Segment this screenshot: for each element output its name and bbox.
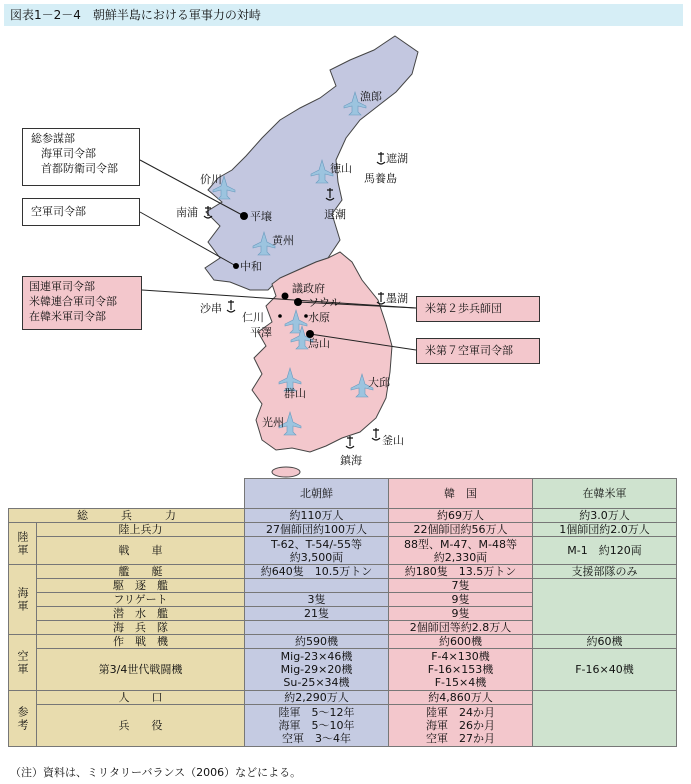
military-balance-table [8,478,677,747]
cell-us: 支援部隊のみ [533,565,677,579]
place-label: 釜山 [382,434,404,447]
row-label: 海 兵 隊 [37,621,245,635]
row-label: 駆 逐 艦 [37,579,245,593]
total-label: 総 兵 力 [9,509,245,523]
cell-nk: 陸軍 5～12年 海軍 5～10年 空軍 3～4年 [245,705,389,747]
total-sk: 約69万人 [389,509,533,523]
place-label: 鎮海 [340,454,362,467]
us-7th-air-text: 米第７空軍司令部 [425,344,513,357]
group-army: 陸軍 [9,523,37,565]
cell-sk: 9隻 [389,593,533,607]
place-label: 退潮 [324,208,346,221]
cell-sk: 9隻 [389,607,533,621]
air-hq-box [22,198,140,226]
group-navy: 海軍 [9,565,37,635]
place-label: 群山 [284,387,306,400]
cell-us: 約60機 [533,635,677,649]
cell-nk [245,579,389,593]
cell-nk: T-62、T-54/-55等 約3,500両 [245,537,389,565]
cell-us-empty [533,691,677,747]
place-label: 仁川 [242,311,264,324]
place-label: 沙串 [200,302,222,315]
place-label: 中和 [240,260,262,273]
row-label: 兵 役 [37,705,245,747]
cell-nk: 27個師団約100万人 [245,523,389,537]
cell-sk: 約600機 [389,635,533,649]
place-label: 馬養島 [364,172,397,185]
total-nk: 約110万人 [245,509,389,523]
row-label: 作 戦 機 [37,635,245,649]
un-box-line: 在韓米軍司令部 [29,310,106,323]
cell-nk: 3隻 [245,593,389,607]
row-label: 艦 艇 [37,565,245,579]
place-label: 南浦 [176,206,198,219]
place-label: 遮湖 [386,152,408,165]
cell-nk: Mig-23×46機 Mig-29×20機 Su-25×34機 [245,649,389,691]
place-label: 大邱 [368,376,390,389]
row-label: 人 口 [37,691,245,705]
hq-box [22,128,140,186]
cell-sk: 7隻 [389,579,533,593]
incheon-dot [278,314,282,318]
row-label: 潜 水 艦 [37,607,245,621]
us-2nd-infantry-text: 米第２歩兵師団 [425,302,502,315]
row-label: フリゲート [37,593,245,607]
chunghwa-dot [233,263,239,269]
header-usfk: 在韓米軍 [533,479,677,509]
place-label: 議政府 [292,282,325,295]
cell-us: M-1 約120両 [533,537,677,565]
air-hq-box-text: 空軍司令部 [31,205,86,218]
group-air: 空軍 [9,635,37,691]
un-command-box [22,276,142,330]
pyongyang-dot [240,212,248,220]
cell-sk: 88型、M-47、M-48等 約2,330両 [389,537,533,565]
place-label: 水原 [308,311,330,324]
cell-sk: 陸軍 24か月 海軍 26か月 空軍 27か月 [389,705,533,747]
place-label: 徳山 [330,162,352,175]
hq-box-line: 総参謀部 [31,132,75,145]
us-2nd-infantry-box [416,296,540,322]
cell-us-empty [533,579,677,635]
place-label: 光州 [262,416,284,429]
total-us: 約3.0万人 [533,509,677,523]
place-label: 价川 [200,173,222,186]
cell-us: F-16×40機 [533,649,677,691]
uijeongbu-dot [282,293,289,300]
cell-nk [245,621,389,635]
header-north-korea: 北朝鮮 [245,479,389,509]
place-label: 黄州 [272,234,294,247]
cell-sk: 22個師団約56万人 [389,523,533,537]
un-box-line: 国連軍司令部 [29,280,95,293]
cell-sk: 2個師団等約2.8万人 [389,621,533,635]
figure-title: 図表1－2－4 朝鮮半島における軍事力の対峙 [4,4,683,26]
row-label: 陸上兵力 [37,523,245,537]
un-box-line: 米韓連合軍司令部 [29,295,117,308]
hq-box-line: 海軍司令部 [41,147,96,160]
cell-sk: F-4×130機 F-16×153機 F-15×4機 [389,649,533,691]
cell-nk: 約640隻 10.5万トン [245,565,389,579]
place-label: 平澤 [250,326,272,339]
place-label: 墨湖 [386,292,408,305]
row-label: 第3/4世代戦闘機 [37,649,245,691]
us-7th-air-box [416,338,540,364]
cell-nk: 約590機 [245,635,389,649]
group-reference: 参考 [9,691,37,747]
place-label: 平壌 [250,210,272,223]
cell-nk: 21隻 [245,607,389,621]
hq-box-line: 首都防衛司令部 [41,162,118,175]
place-label: 烏山 [308,337,330,350]
place-label: ソウル [308,296,341,309]
jeju-island [272,467,300,477]
cell-us: 1個師団約2.0万人 [533,523,677,537]
cell-nk: 約2,290万人 [245,691,389,705]
source-note: （注）資料は、ミリタリーバランス（2006）などによる。 [10,766,302,779]
header-south-korea: 韓 国 [389,479,533,509]
cell-sk: 約4,860万人 [389,691,533,705]
cell-sk: 約180隻 13.5万トン [389,565,533,579]
seoul-dot [294,298,302,306]
row-label: 戦 車 [37,537,245,565]
place-label: 漁郎 [360,90,382,103]
